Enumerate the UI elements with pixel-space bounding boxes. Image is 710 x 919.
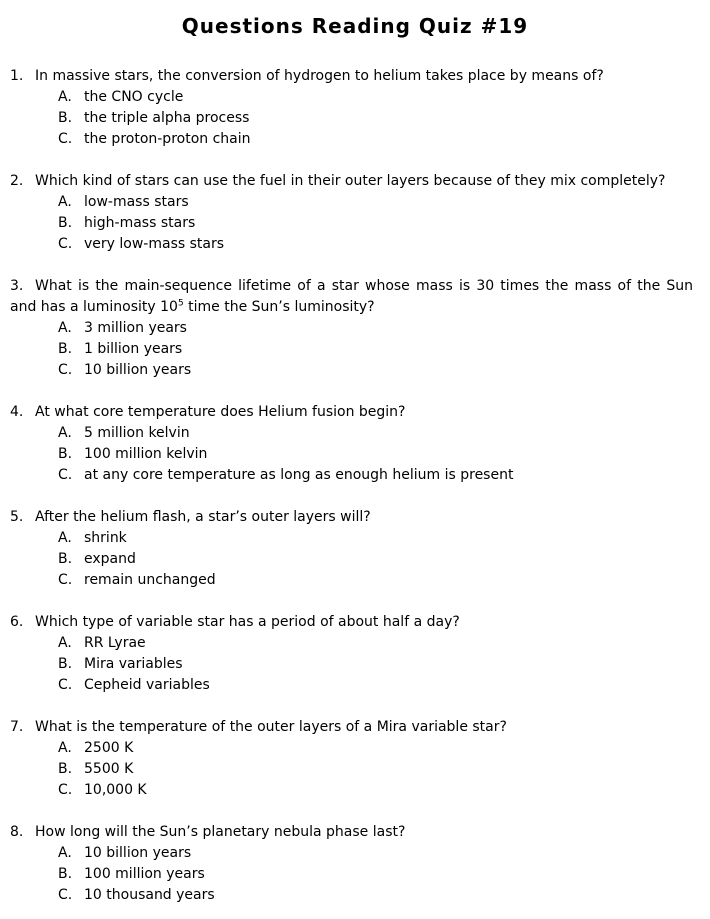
- option-letter: C.: [58, 887, 73, 903]
- question-8: [0, 822, 710, 906]
- question-stem: [0, 171, 710, 192]
- option-text: 100 million years: [84, 866, 205, 882]
- option-text: Mira variables: [84, 656, 183, 672]
- option-b: [0, 108, 710, 129]
- option-text: 10 billion years: [84, 845, 192, 861]
- option-letter: A.: [58, 845, 72, 861]
- option-list: [0, 528, 710, 591]
- option-text: low-mass stars: [84, 194, 189, 210]
- question-number: 7.: [10, 719, 24, 735]
- option-text: 2500 K: [84, 740, 134, 756]
- question-text: Which kind of stars can use the fuel in their outer layers because of they mix completely?: [35, 173, 666, 189]
- question-stem: [0, 66, 710, 87]
- option-text: the triple alpha process: [84, 110, 250, 126]
- option-c: [0, 780, 710, 801]
- option-b: [0, 444, 710, 465]
- question-4: [0, 402, 710, 486]
- question-3: [0, 276, 710, 381]
- question-stem: [0, 276, 693, 318]
- question-text: What is the temperature of the outer layers of a Mira variable star?: [35, 719, 507, 735]
- question-number: 4.: [10, 404, 24, 420]
- question-text-after: time the Sun’s luminosity?: [183, 299, 375, 315]
- question-1: [0, 66, 710, 150]
- option-letter: B.: [58, 215, 73, 231]
- option-a: [0, 192, 710, 213]
- option-a: [0, 738, 710, 759]
- option-text: 10 thousand years: [84, 887, 215, 903]
- option-text: 10 billion years: [84, 362, 192, 378]
- option-a: [0, 318, 710, 339]
- question-text: After the helium flash, a star’s outer layers will?: [35, 509, 371, 525]
- option-letter: C.: [58, 782, 73, 798]
- option-b: [0, 339, 710, 360]
- option-a: [0, 633, 710, 654]
- option-letter: C.: [58, 467, 73, 483]
- option-b: [0, 549, 710, 570]
- option-letter: B.: [58, 761, 73, 777]
- question-number: 5.: [10, 509, 24, 525]
- option-list: [0, 843, 710, 906]
- option-letter: A.: [58, 194, 72, 210]
- question-stem: [0, 822, 710, 843]
- option-b: [0, 864, 710, 885]
- option-c: [0, 570, 710, 591]
- option-letter: A.: [58, 89, 72, 105]
- question-number: 2.: [10, 173, 24, 189]
- option-c: [0, 465, 710, 486]
- option-text: at any core temperature as long as enough helium is present: [84, 467, 514, 483]
- option-a: [0, 528, 710, 549]
- option-text: remain unchanged: [84, 572, 216, 588]
- option-text: high-mass stars: [84, 215, 196, 231]
- option-text: shrink: [84, 530, 127, 546]
- option-list: [0, 87, 710, 150]
- question-6: [0, 612, 710, 696]
- question-text: Which type of variable star has a period of about half a day?: [35, 614, 460, 630]
- option-list: [0, 633, 710, 696]
- option-letter: C.: [58, 131, 73, 147]
- question-number: 3.: [10, 278, 24, 294]
- option-letter: A.: [58, 635, 72, 651]
- option-c: [0, 360, 710, 381]
- option-text: very low-mass stars: [84, 236, 225, 252]
- option-text: 5 million kelvin: [84, 425, 190, 441]
- question-stem: [0, 717, 710, 738]
- question-text: [10, 276, 693, 318]
- option-text: 100 million kelvin: [84, 446, 208, 462]
- option-letter: B.: [58, 866, 73, 882]
- option-list: [0, 423, 710, 486]
- question-5: [0, 507, 710, 591]
- question-stem: [0, 402, 710, 423]
- option-a: [0, 423, 710, 444]
- question-number: 1.: [10, 68, 24, 84]
- option-b: [0, 759, 710, 780]
- option-letter: C.: [58, 677, 73, 693]
- question-stem: [0, 612, 710, 633]
- page-title: Questions Reading Quiz #19: [181, 14, 529, 38]
- option-letter: B.: [58, 446, 73, 462]
- question-number: 8.: [10, 824, 24, 840]
- option-letter: A.: [58, 320, 72, 336]
- option-text: the CNO cycle: [84, 89, 184, 105]
- option-text: RR Lyrae: [84, 635, 146, 651]
- question-text: How long will the Sun’s planetary nebula phase last?: [35, 824, 406, 840]
- option-letter: A.: [58, 425, 72, 441]
- option-b: [0, 213, 710, 234]
- option-text: 1 billion years: [84, 341, 183, 357]
- option-text: 3 million years: [84, 320, 187, 336]
- option-text: 5500 K: [84, 761, 134, 777]
- option-text: expand: [84, 551, 136, 567]
- question-number: 6.: [10, 614, 24, 630]
- option-letter: C.: [58, 362, 73, 378]
- option-c: [0, 234, 710, 255]
- question-text: In massive stars, the conversion of hydrogen to helium takes place by means of?: [35, 68, 604, 84]
- option-text: 10,000 K: [84, 782, 147, 798]
- exponent: 5: [177, 298, 184, 309]
- option-c: [0, 885, 710, 906]
- question-7: [0, 717, 710, 801]
- option-a: [0, 87, 710, 108]
- option-text: the proton-proton chain: [84, 131, 251, 147]
- option-letter: C.: [58, 572, 73, 588]
- option-list: [0, 318, 710, 381]
- option-letter: B.: [58, 551, 73, 567]
- option-letter: A.: [58, 530, 72, 546]
- option-letter: A.: [58, 740, 72, 756]
- option-letter: C.: [58, 236, 73, 252]
- option-b: [0, 654, 710, 675]
- option-list: [0, 192, 710, 255]
- option-c: [0, 675, 710, 696]
- option-text: Cepheid variables: [84, 677, 210, 693]
- option-c: [0, 129, 710, 150]
- option-list: [0, 738, 710, 801]
- option-letter: B.: [58, 341, 73, 357]
- question-text: At what core temperature does Helium fusion begin?: [35, 404, 406, 420]
- question-2: [0, 171, 710, 255]
- option-letter: B.: [58, 656, 73, 672]
- question-stem: [0, 507, 710, 528]
- question-text-before: What is the main-sequence lifetime of a star whose mass is 30 times the mass of the Sun and has a luminosity 10: [10, 278, 693, 315]
- option-letter: B.: [58, 110, 73, 126]
- option-a: [0, 843, 710, 864]
